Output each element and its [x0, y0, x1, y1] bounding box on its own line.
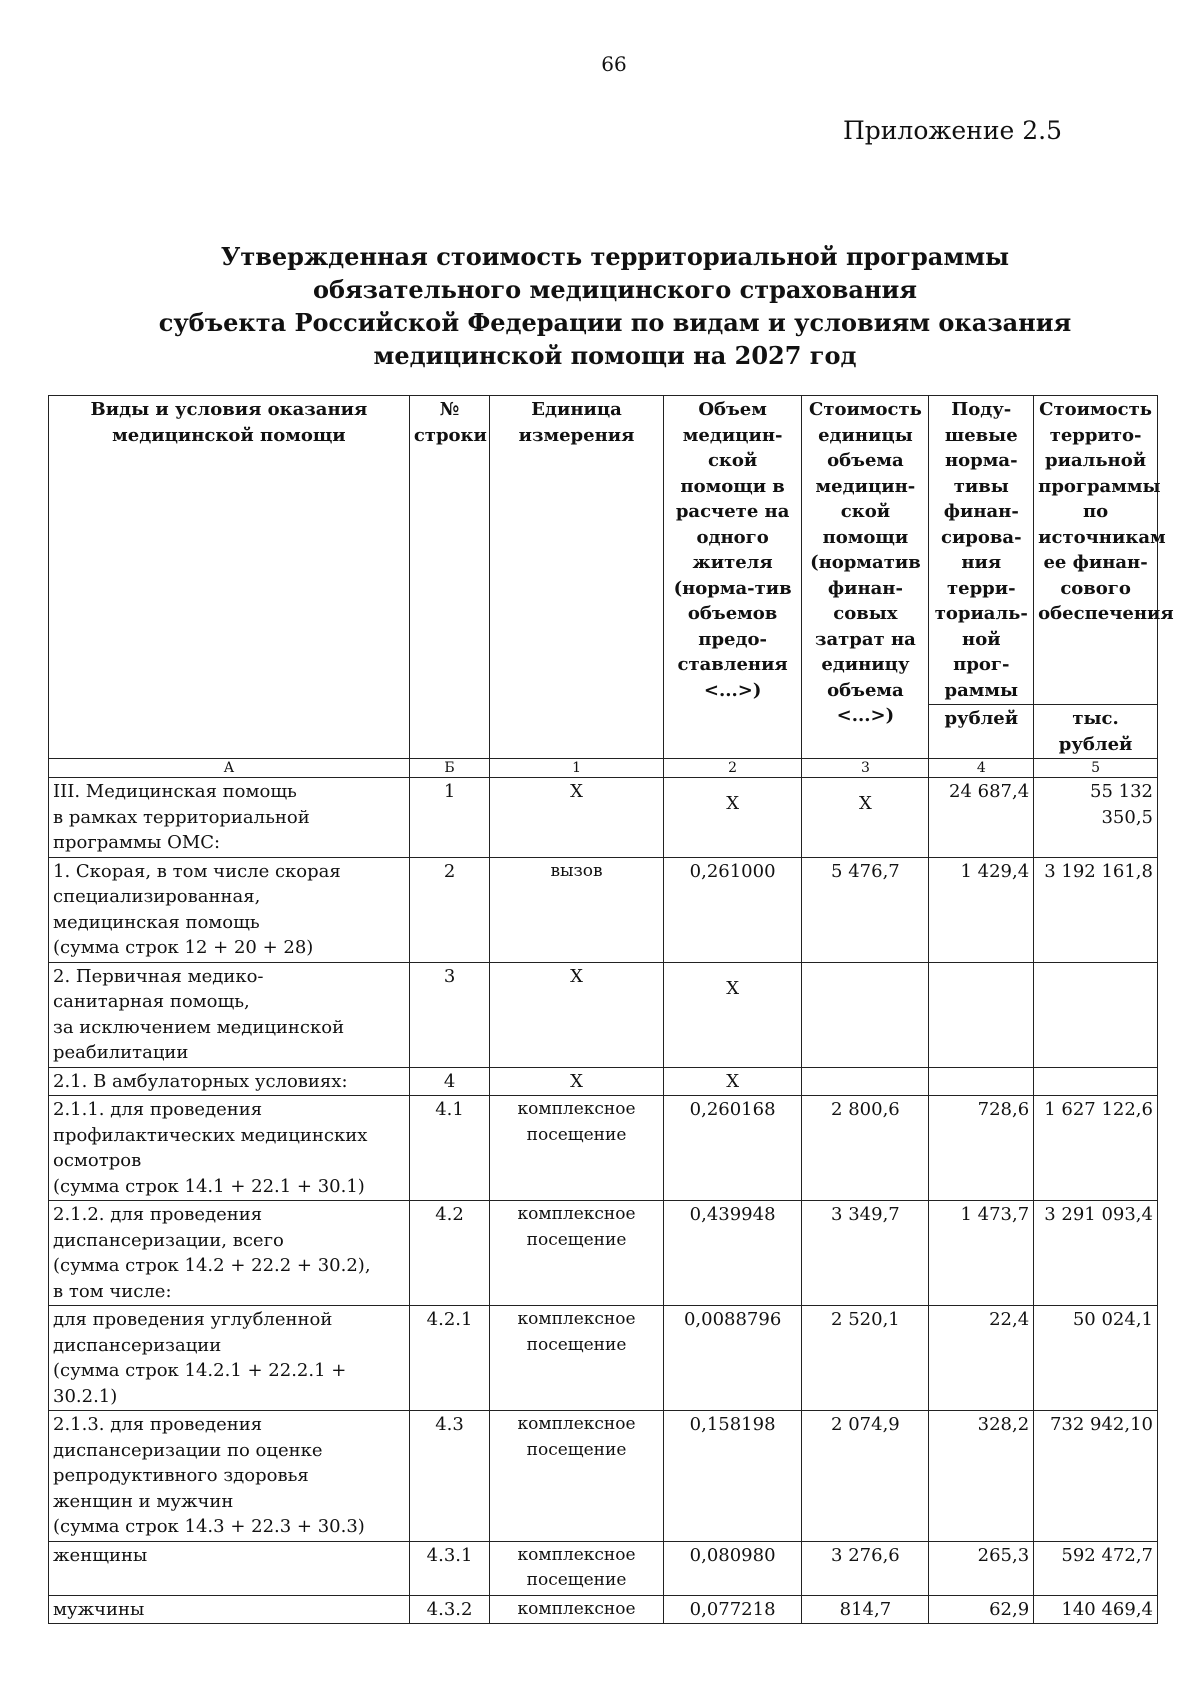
header-unit: Единица измерения [490, 396, 664, 759]
cell-type: III. Медицинская помощь в рамках территориальной программы ОМС: [49, 778, 410, 858]
index-cell: 4 [929, 759, 1034, 778]
cell-type: 2.1.1. для проведения профилактических медицинских осмотров (сумма строк 14.1 + 22.1 + 30.1) [49, 1096, 410, 1201]
cell-type: 2.1.2. для проведения диспансеризации, всего (сумма строк 14.2 + 22.2 + 30.2), в том числе: [49, 1201, 410, 1306]
cell-type: для проведения углубленной диспансеризации (сумма строк 14.2.1 + 22.2.1 + 30.2.1) [49, 1306, 410, 1411]
cell-unit: комплексное посещение [490, 1306, 664, 1411]
cell-unit-cost: 2 800,6 [802, 1096, 929, 1201]
title-line: Утвержденная стоимость территориальной программы [220, 242, 1010, 271]
cell-unit: X [490, 778, 664, 858]
index-cell: Б [409, 759, 489, 778]
header-row-number: № строки [409, 396, 489, 759]
header-types: Виды и условия оказания медицинской помощи [49, 396, 410, 759]
index-cell: А [49, 759, 410, 778]
cell-volume: 0,0088796 [663, 1306, 802, 1411]
cell-row-number: 4.3.1 [409, 1541, 489, 1595]
cell-unit: X [490, 962, 664, 1067]
cell-volume: 0,439948 [663, 1201, 802, 1306]
title-line: обязательного медицинского страхования [312, 275, 918, 304]
cell-volume: X [726, 793, 740, 814]
cell-per-capita: 62,9 [929, 1595, 1034, 1624]
cell-volume: 0,261000 [663, 857, 802, 962]
cell-unit-cost: 3 349,7 [802, 1201, 929, 1306]
cell-unit-cost [802, 962, 929, 1067]
cell-unit: комплексное посещение [490, 1201, 664, 1306]
table-row [49, 1306, 1158, 1411]
cell-row-number: 4.2 [409, 1201, 489, 1306]
cell-program-cost: 1 627 122,6 [1034, 1096, 1158, 1201]
cell-program-cost: 732 942,10 [1034, 1411, 1158, 1542]
cell-per-capita: 22,4 [929, 1306, 1034, 1411]
cell-unit-cost [802, 1067, 929, 1096]
cell-unit-cost: X [859, 793, 872, 814]
cell-volume: X [726, 977, 740, 999]
cell-unit-cost: 2 074,9 [802, 1411, 929, 1542]
cell-row-number: 3 [409, 962, 489, 1067]
cell-unit-cost: 5 476,7 [802, 857, 929, 962]
index-row [49, 759, 1158, 778]
title-line: субъекта Российской Федерации по видам и условиям оказания [158, 308, 1072, 337]
cell-type: мужчины [49, 1595, 410, 1624]
header-unit-cost: Стоимость единицы объема медицин-ской помощи (норматив финан-совых затрат на единицу объема <...>) [802, 396, 929, 759]
cost-table [48, 395, 1174, 1624]
cell-row-number: 4.1 [409, 1096, 489, 1201]
index-cell: 5 [1034, 759, 1158, 778]
header-per-capita: Поду-шевые норма-тивы финан-сирова-ния терри-ториаль-ной прог-раммы [929, 396, 1034, 705]
cell-type: 2. Первичная медико- санитарная помощь, за исключением медицинской реабилитации [49, 962, 410, 1067]
cell-unit: комплексное посещение [490, 1096, 664, 1201]
title-line: медицинской помощи на 2027 год [373, 341, 857, 370]
table-row [49, 1096, 1158, 1201]
cell-type: женщины [49, 1541, 410, 1595]
cell-type: 1. Скорая, в том числе скорая специализированная, медицинская помощь (сумма строк 12 + 20 + 28) [49, 857, 410, 962]
cell-program-cost: 50 024,1 [1034, 1306, 1158, 1411]
cell-type: 2.1.3. для проведения диспансеризации по оценке репродуктивного здоровья женщин и мужчин (сумма строк 14.3 + 22.3 + 30.3) [49, 1411, 410, 1542]
page-number: 66 [601, 52, 627, 76]
cell-per-capita: 1 473,7 [929, 1201, 1034, 1306]
cell-per-capita: 328,2 [929, 1411, 1034, 1542]
table-row [49, 1595, 1158, 1624]
cell-unit: комплексное посещение [490, 1541, 664, 1595]
cell-unit: X [490, 1067, 664, 1096]
index-cell: 1 [490, 759, 664, 778]
header-program-cost: Стоимость террито-риальной программы по источникам ее финан-сового обеспечения [1034, 396, 1158, 705]
cell-volume: 0,080980 [663, 1541, 802, 1595]
cell-row-number: 4.3 [409, 1411, 489, 1542]
cell-program-cost: 592 472,7 [1034, 1541, 1158, 1595]
appendix-label: Приложение 2.5 [842, 116, 1062, 145]
cell-program-cost: 55 132 350,5 [1034, 778, 1158, 858]
cell-volume: 0,077218 [663, 1595, 802, 1624]
cell-program-cost: 3 291 093,4 [1034, 1201, 1158, 1306]
cell-volume: 0,260168 [663, 1096, 802, 1201]
cell-row-number: 4 [409, 1067, 489, 1096]
table-row [49, 857, 1158, 962]
cell-per-capita: 1 429,4 [929, 857, 1034, 962]
cell-unit-cost: 2 520,1 [802, 1306, 929, 1411]
table-row [49, 962, 1158, 1067]
cell-row-number: 1 [409, 778, 489, 858]
table-row [49, 1541, 1158, 1595]
cell-unit: комплексное [490, 1595, 664, 1624]
cell-per-capita [929, 1067, 1034, 1096]
cell-volume: 0,158198 [663, 1411, 802, 1542]
cell-per-capita [929, 962, 1034, 1067]
unit-rubles: рублей [929, 705, 1034, 759]
cell-unit: вызов [490, 857, 664, 962]
cell-unit-cost: 3 276,6 [802, 1541, 929, 1595]
cell-program-cost: 3 192 161,8 [1034, 857, 1158, 962]
header-volume: Объем медицин-ской помощи в расчете на одного жителя (норма-тив объемов предо-ставления <...>) [663, 396, 802, 759]
table-row [49, 1201, 1158, 1306]
table-row [49, 1067, 1158, 1096]
table-row [49, 778, 1158, 858]
index-cell: 2 [663, 759, 802, 778]
cell-per-capita: 24 687,4 [929, 778, 1034, 858]
cell-per-capita: 728,6 [929, 1096, 1034, 1201]
cell-program-cost [1034, 962, 1158, 1067]
cell-per-capita: 265,3 [929, 1541, 1034, 1595]
cell-unit: комплексное посещение [490, 1411, 664, 1542]
document-title [60, 240, 1170, 372]
cell-unit-cost: 814,7 [802, 1595, 929, 1624]
index-cell: 3 [802, 759, 929, 778]
cell-program-cost: 140 469,4 [1034, 1595, 1158, 1624]
header-row [49, 396, 1158, 705]
table-row [49, 1411, 1158, 1542]
cell-type: 2.1. В амбулаторных условиях: [49, 1067, 410, 1096]
cell-volume: X [663, 1067, 802, 1096]
cell-row-number: 4.2.1 [409, 1306, 489, 1411]
cell-row-number: 2 [409, 857, 489, 962]
cell-row-number: 4.3.2 [409, 1595, 489, 1624]
cell-program-cost [1034, 1067, 1158, 1096]
unit-thousand-rubles: тыс. рублей [1034, 705, 1158, 759]
